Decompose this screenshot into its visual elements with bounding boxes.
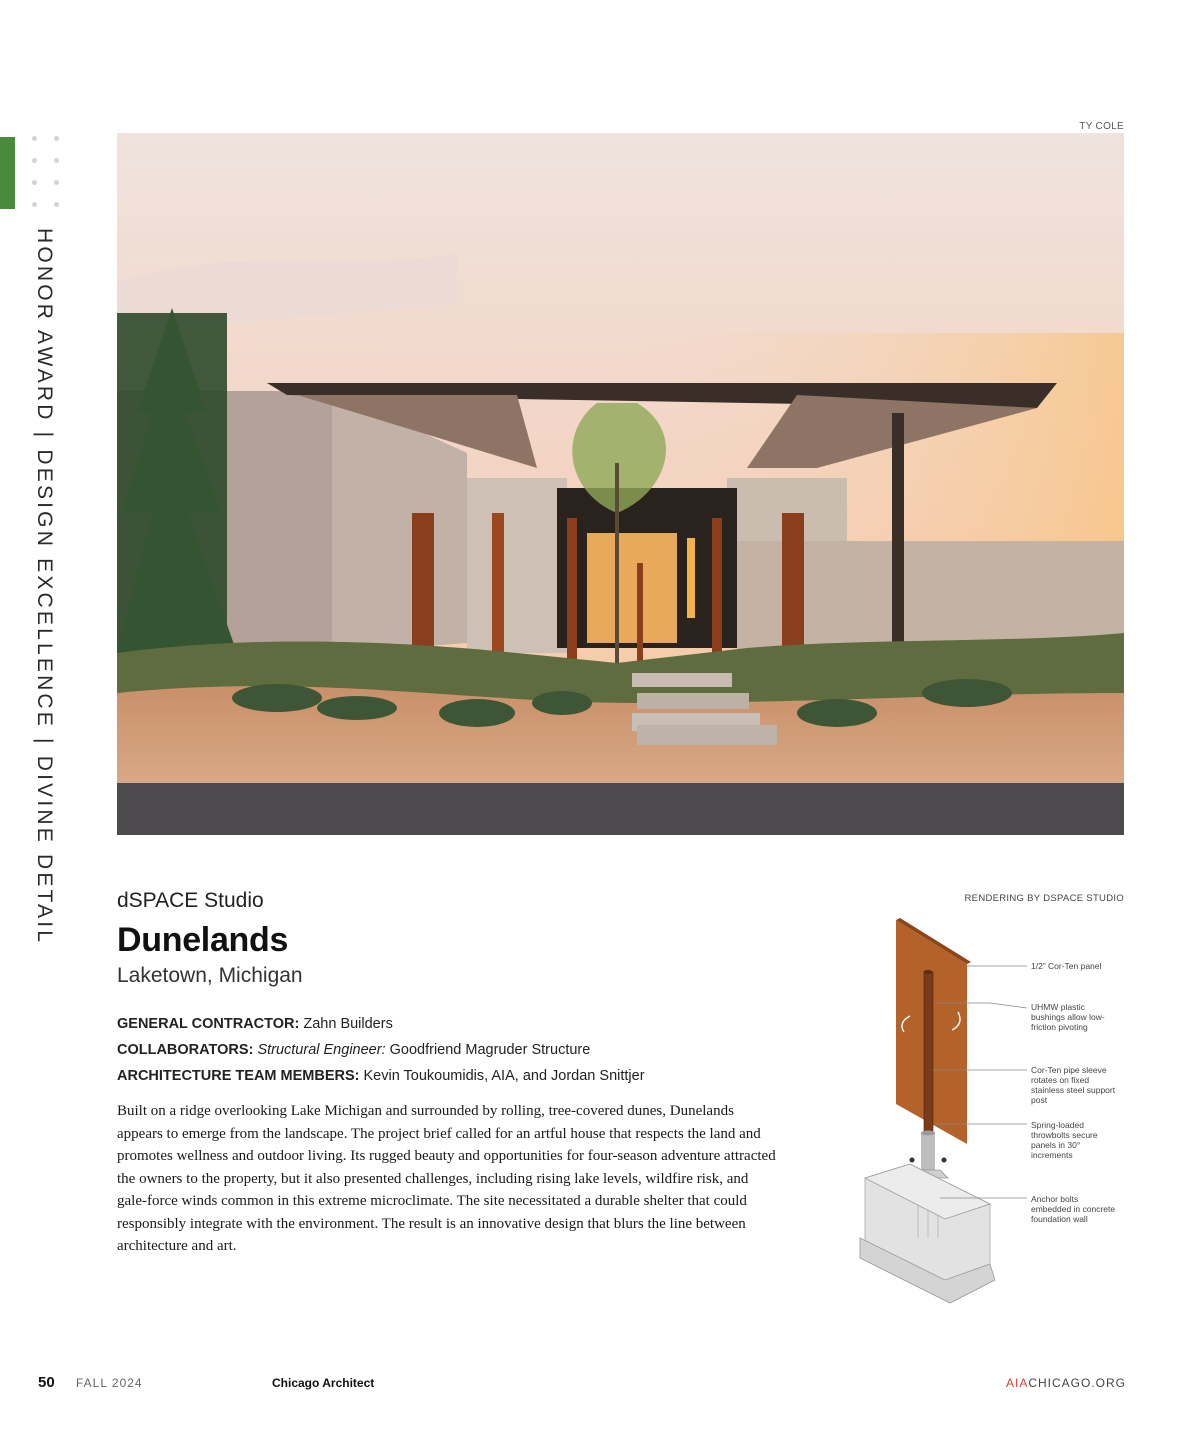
- general-contractor-label: GENERAL CONTRACTOR:: [117, 1016, 300, 1032]
- website-prefix: AIA: [1005, 1376, 1029, 1390]
- body-paragraph: Built on a ridge overlooking Lake Michigan and surrounded by rolling, tree-covered dunes, Dunelands appears to emerge from the landscape. The project brief called for an artful house that respects the land and promotes wellness and outdoor living. Its rugged beauty and opportunities for four-season adventure attracted the owners to the property, but it also presented challenges, including rising lake levels, wildfire risk, and gale-force winds common in this extreme microclimate. The site necessitated a durable shelter that could responsibly integrate with the environment. The result is an innovative design that blurs the line between architecture and art.: [117, 1103, 776, 1254]
- callout-anchor-bolts: Anchor bolts embedded in concrete foundation wall: [1031, 1194, 1116, 1224]
- project-credits: [117, 1011, 645, 1089]
- magazine-name: Chicago Architect: [272, 1376, 375, 1390]
- callout-corten-panel: 1/2” Cor-Ten panel: [1031, 961, 1102, 971]
- project-title: Dunelands: [117, 921, 289, 959]
- general-contractor-value: Zahn Builders: [303, 1016, 393, 1032]
- callout-pipe-sleeve: Cor-Ten pipe sleeve rotates on fixed stainless steel support post: [1031, 1065, 1116, 1105]
- photo-credit: TY COLE: [1079, 121, 1124, 132]
- team-value: Kevin Toukoumidis, AIA, and Jordan Snittjer: [363, 1068, 645, 1084]
- collaborators-label: COLLABORATORS:: [117, 1042, 254, 1058]
- rendering-credit: RENDERING BY DSPACE STUDIO: [964, 893, 1124, 904]
- collaborators-row: [117, 1037, 645, 1063]
- issue-date: FALL 2024: [76, 1376, 143, 1390]
- callout-uhmw-bushings: UHMW plastic bushings allow low-friction pivoting: [1031, 1002, 1105, 1032]
- callout-throwbolts: Spring-loaded throwbolts secure panels in 30° increments: [1031, 1120, 1098, 1160]
- collaborators-role: Structural Engineer:: [257, 1042, 386, 1058]
- decorative-dot-grid: [30, 134, 66, 214]
- section-label: HONOR AWARD | DESIGN EXCELLENCE | DIVINE DETAIL: [33, 228, 56, 946]
- hero-photo: [117, 133, 1124, 835]
- website-link[interactable]: [1006, 1376, 1126, 1390]
- website-suffix: CHICAGO.ORG: [1028, 1376, 1126, 1390]
- collaborators-value: Goodfriend Magruder Structure: [389, 1042, 591, 1058]
- pivot-panel-diagram: [840, 908, 1130, 1328]
- project-location: Laketown, Michigan: [117, 964, 303, 987]
- general-contractor-row: [117, 1011, 645, 1037]
- page-number: 50: [38, 1374, 55, 1391]
- team-row: [117, 1063, 645, 1089]
- team-label: ARCHITECTURE TEAM MEMBERS:: [117, 1068, 360, 1084]
- section-accent-bar: [0, 137, 15, 209]
- firm-name: dSPACE Studio: [117, 889, 264, 912]
